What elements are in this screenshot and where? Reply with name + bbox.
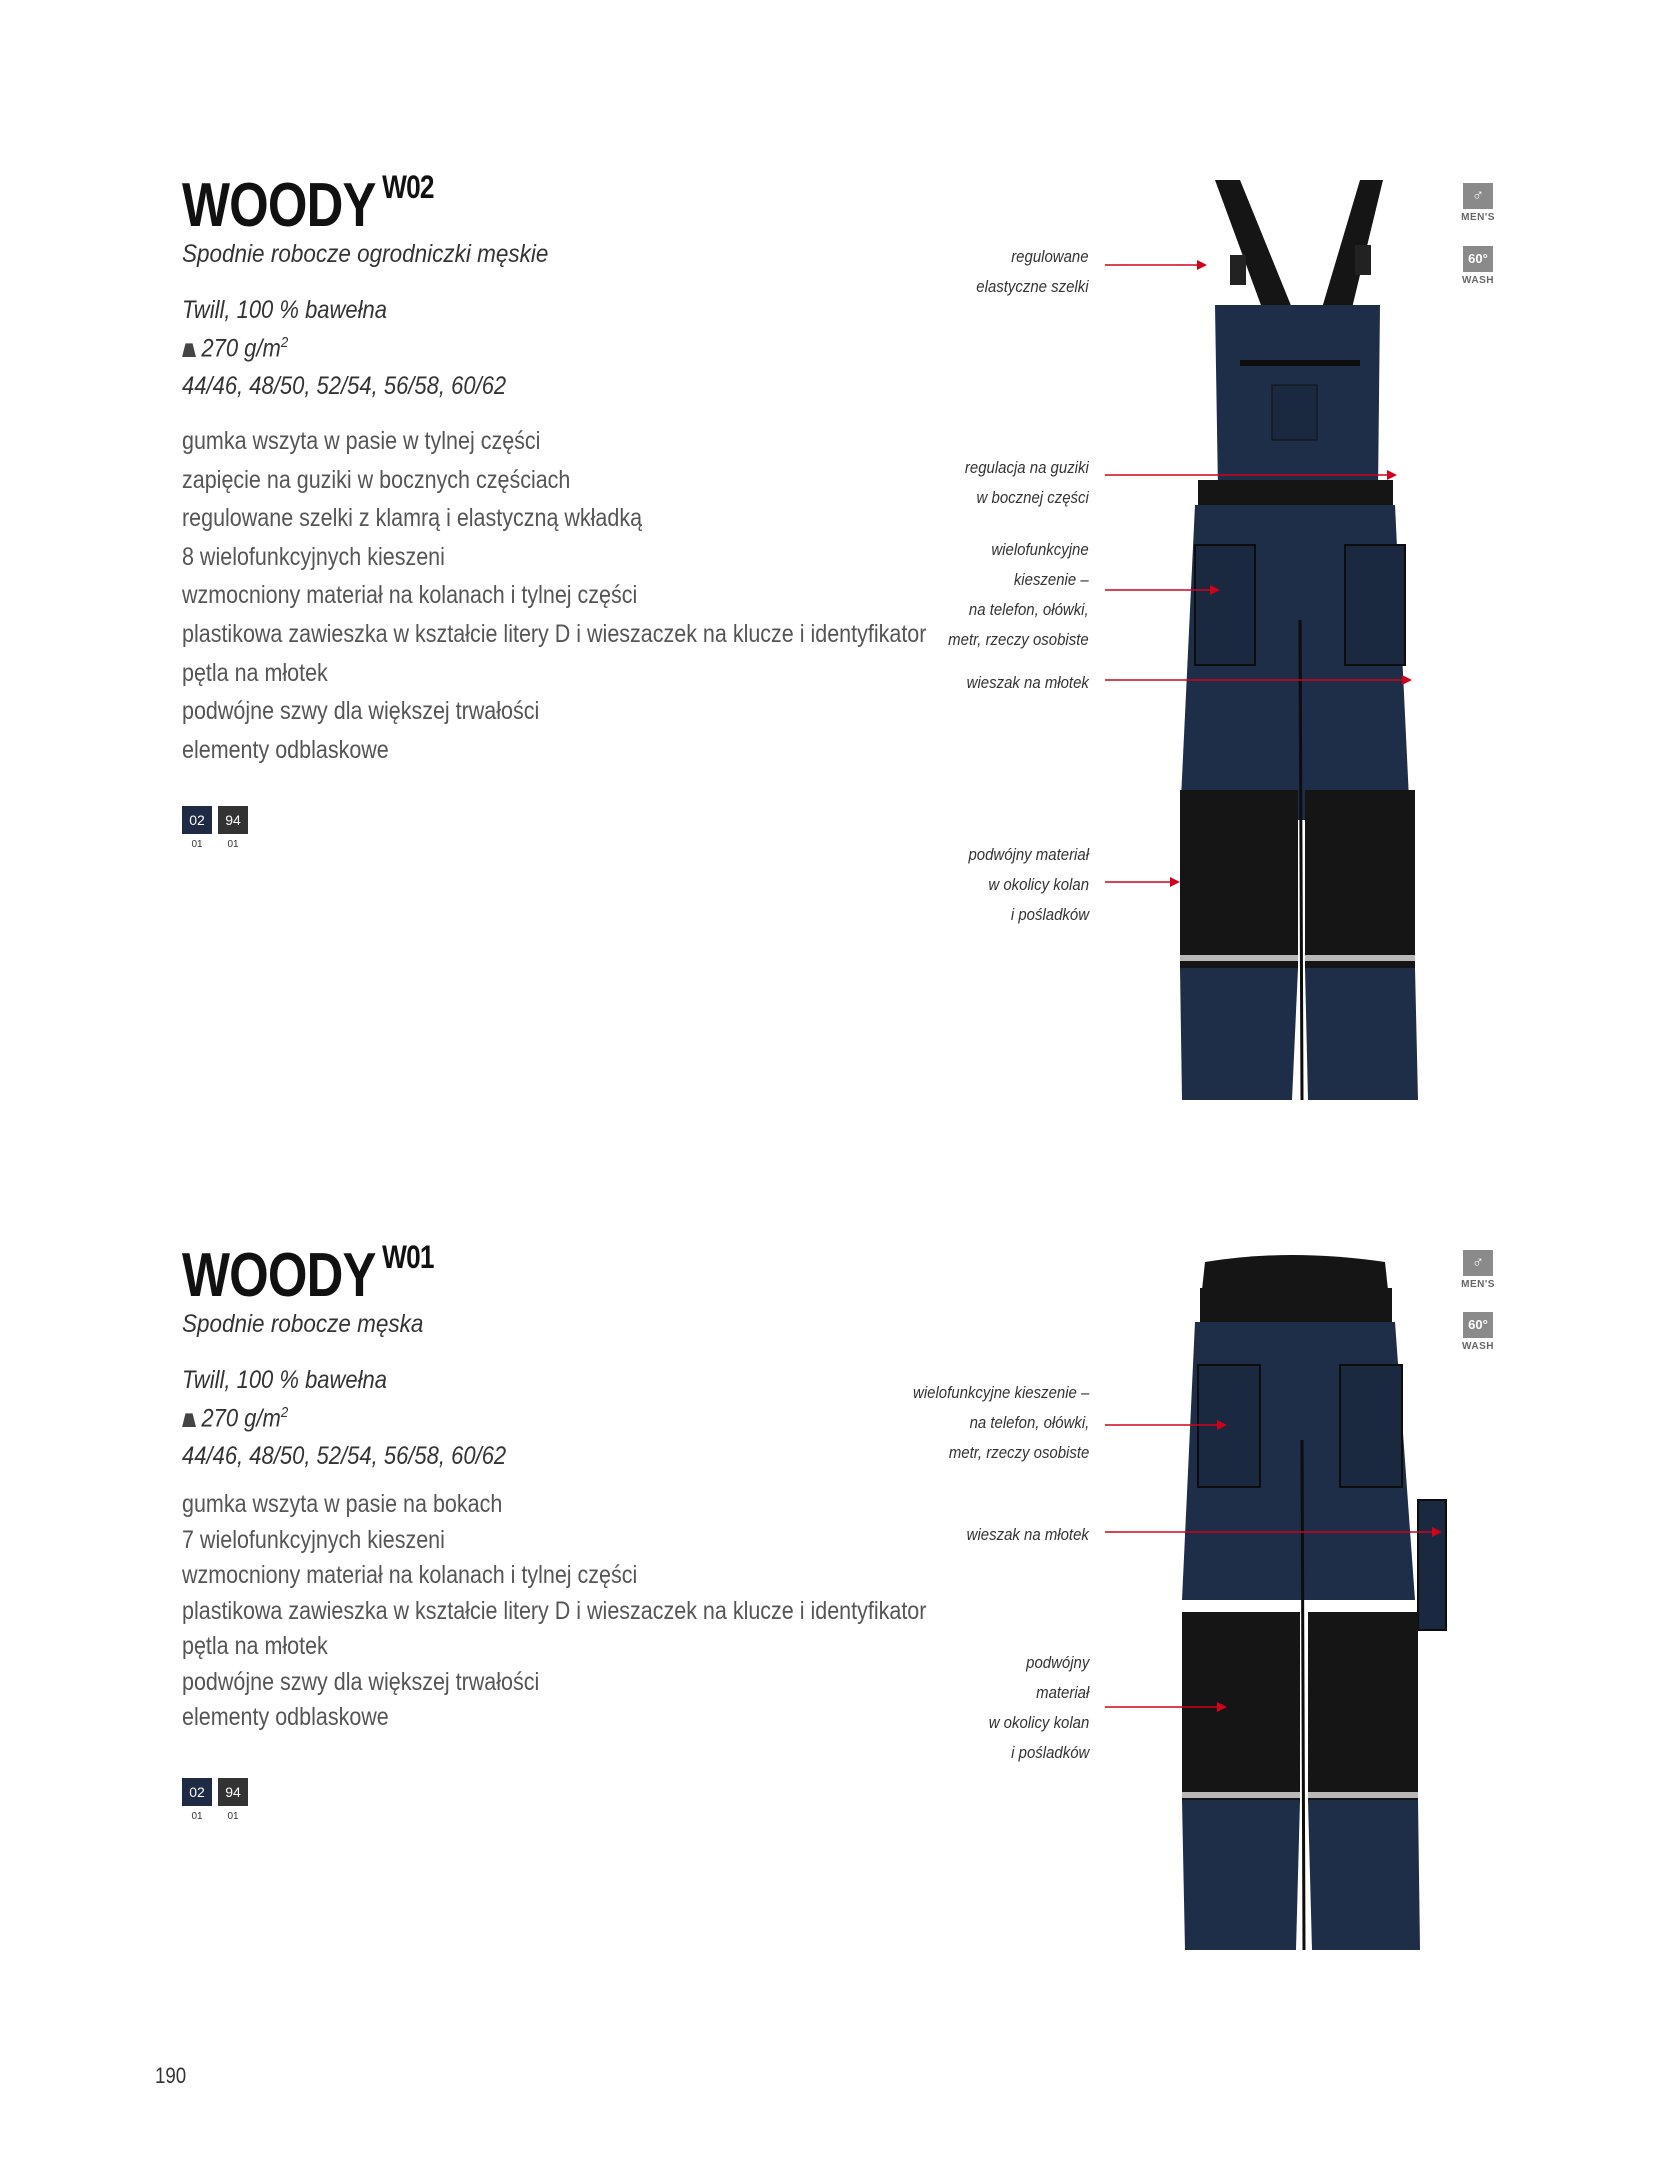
weight: 270 $g/m^2$ [182, 1404, 288, 1433]
wash-badge: 60° WASH [1458, 246, 1498, 286]
callout-hammer-loop: wieszak na młotek [966, 673, 1089, 692]
callout-pockets: wielofunkcyjne kieszenie – na telefon, ołówki, metr, rzeczy osobiste [912, 1383, 1089, 1462]
feature-item: zapięcie na guziki w bocznych częściach [182, 465, 571, 494]
wash-60-icon: 60° [1463, 246, 1493, 272]
color-swatch-navy[interactable]: 02 01 [182, 1778, 212, 1822]
feature-item: regulowane szelki z klamrą i elastyczną wkładką [182, 504, 643, 533]
feature-item: wzmocniony materiał na kolanach i tylnej części [182, 1561, 638, 1589]
weight-icon [182, 1413, 196, 1427]
feature-item: elementy odblaskowe [182, 735, 389, 764]
sizes: 44/46, 48/50, 52/54, 56/58, 60/62 [182, 372, 507, 400]
feature-item: gumka wszyta w pasie na bokach [182, 1490, 503, 1518]
color-swatch-navy[interactable]: 02 01 [182, 806, 212, 850]
feature-item: pętla na młotek [182, 658, 328, 687]
trousers-image [1182, 1255, 1446, 1950]
product-subtitle: Spodnie robocze ogrodniczki męskie [182, 240, 549, 268]
color-swatches [182, 1778, 248, 1822]
callout-straps: regulowane elastyczne szelki [976, 247, 1089, 296]
mens-badge: ♂ MEN'S [1458, 1250, 1498, 1290]
mens-badge: ♂ MEN'S [1458, 183, 1498, 223]
product-code: W01 [382, 1239, 434, 1276]
product-code: W02 [382, 169, 434, 206]
product-title: WOODY $^{W02}$ [182, 169, 434, 240]
feature-list [182, 1487, 1048, 1736]
feature-item: elementy odblaskowe [182, 1703, 389, 1731]
feature-list [182, 422, 1048, 769]
feature-item: wzmocniony materiał na kolanach i tylnej części [182, 581, 638, 610]
male-icon: ♂ [1463, 1250, 1493, 1276]
callout-buttons: regulacja na guziki w bocznej części [965, 458, 1089, 507]
feature-item: podwójne szwy dla większej trwałości [182, 1667, 540, 1696]
feature-item: 8 wielofunkcyjnych kieszeni [182, 542, 445, 571]
feature-item: plastikowa zawieszka w kształcie litery D i wieszaczek na klucze i identyfikator [182, 619, 927, 648]
wash-badge: 60° WASH [1458, 1312, 1498, 1352]
feature-item: gumka wszyta w pasie w tylnej części [182, 427, 541, 455]
color-swatch-black[interactable]: 94 01 [218, 806, 248, 850]
sizes: 44/46, 48/50, 52/54, 56/58, 60/62 [182, 1442, 507, 1470]
feature-item: podwójne szwy dla większej trwałości [182, 697, 540, 726]
feature-item: plastikowa zawieszka w kształcie litery D i wieszaczek na klucze i identyfikator [182, 1596, 927, 1625]
callout-knees: podwójny materiał w okolicy kolan i pośladków [968, 845, 1089, 924]
callout-pockets: wielofunkcyjne kieszenie – na telefon, ołówki, metr, rzeczy osobiste [948, 540, 1089, 649]
weight-icon [182, 343, 196, 357]
male-icon: ♂ [1463, 183, 1493, 209]
product-subtitle: Spodnie robocze męska [182, 1310, 424, 1338]
fabric: Twill, 100 % bawełna [182, 1366, 388, 1394]
callout-knees: podwójny materiał w okolicy kolan i pośladków [988, 1653, 1089, 1762]
product-title: WOODY $^{W01}$ [182, 1239, 434, 1310]
feature-item: pętla na młotek [182, 1632, 328, 1660]
feature-item: 7 wielofunkcyjnych kieszeni [182, 1525, 445, 1554]
bib-overalls-image [1180, 180, 1418, 1100]
wash-60-icon: 60° [1463, 1312, 1493, 1338]
page-number: 190 [155, 2063, 187, 2088]
weight: 270 $g/m^2$ [182, 334, 288, 363]
callout-hammer-loop: wieszak na młotek [966, 1525, 1089, 1544]
color-swatches [182, 806, 248, 850]
fabric: Twill, 100 % bawełna [182, 296, 388, 324]
color-swatch-black[interactable]: 94 01 [218, 1778, 248, 1822]
